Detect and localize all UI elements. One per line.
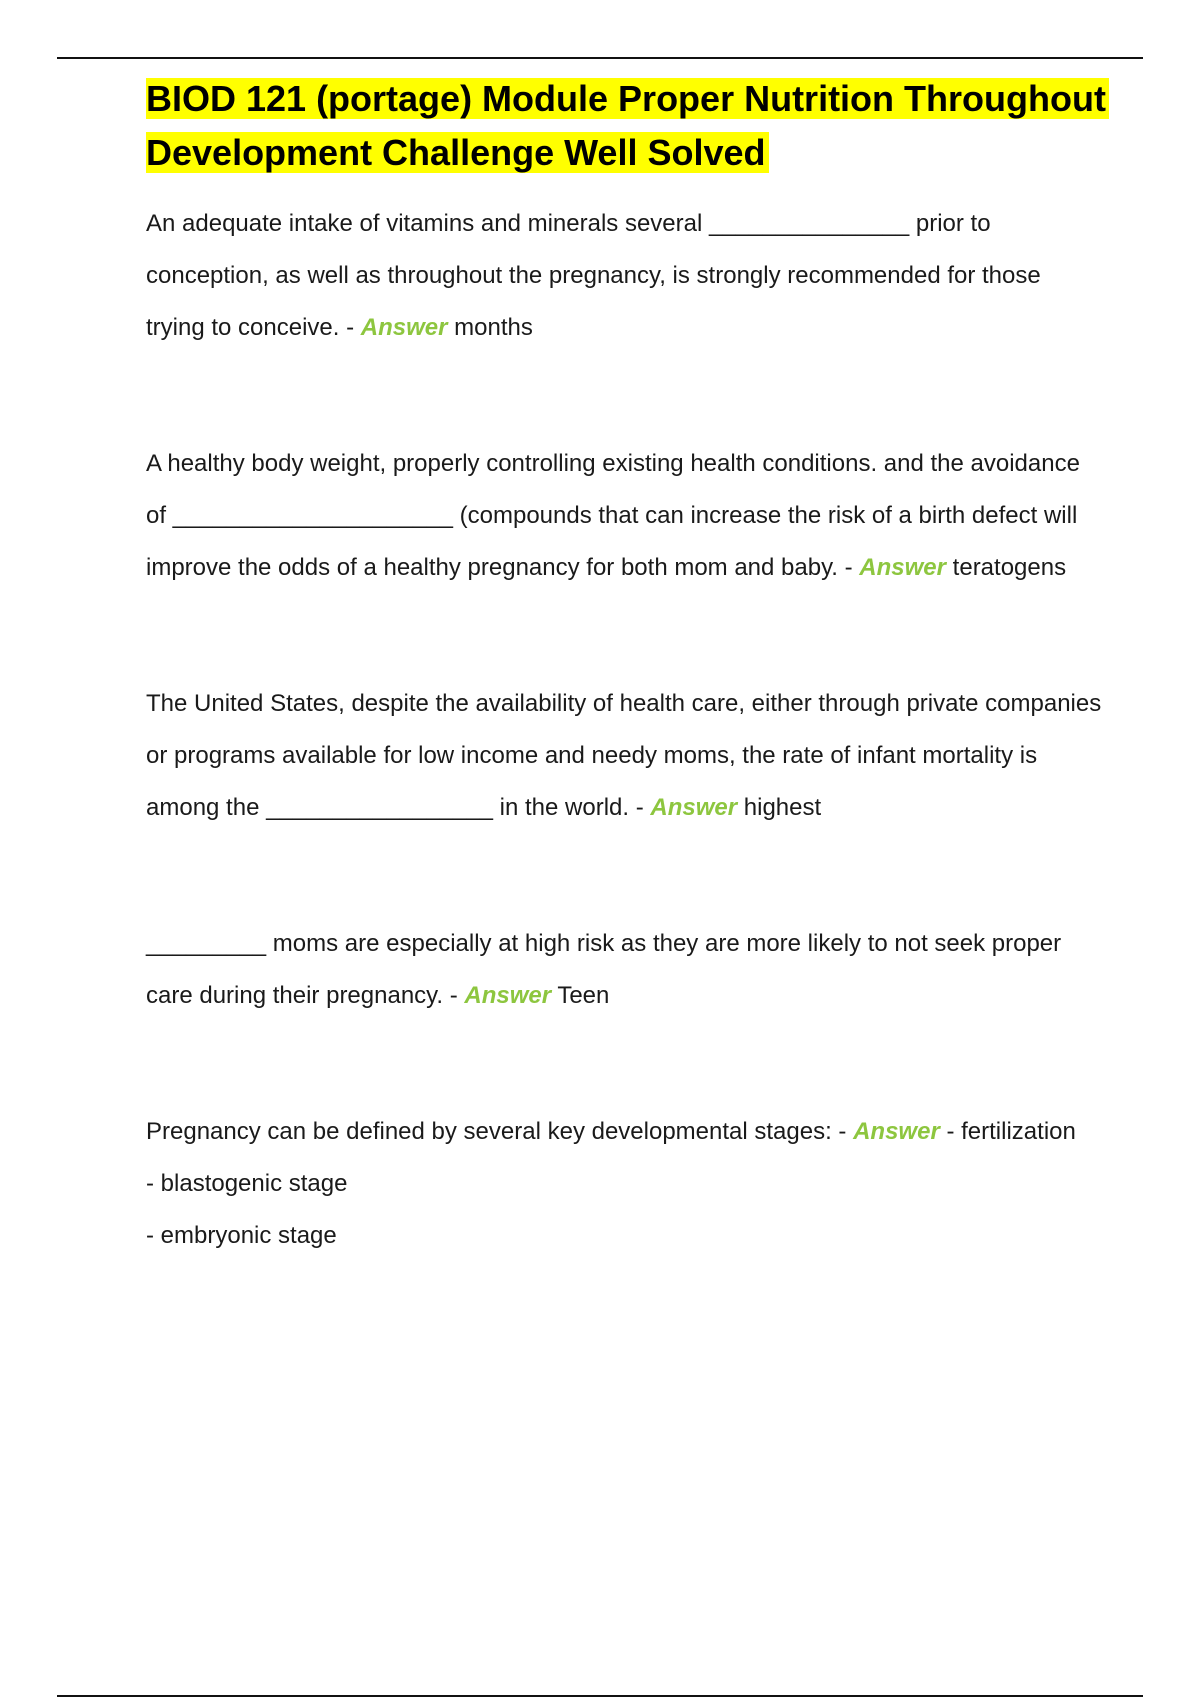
bottom-rule (57, 1695, 1143, 1697)
question-prompt: The United States, despite the availability of health care, either through private companies or programs available for low income and needy moms, the rate of infant mortality is among the _________________ in the world. - (146, 690, 1102, 821)
question-text (146, 1106, 1106, 1158)
question-block (146, 1106, 1106, 1262)
question-text (146, 198, 1106, 354)
answer-label: Answer (360, 314, 448, 341)
stage-list-item: - blastogenic stage (146, 1170, 348, 1197)
question-block (146, 198, 1106, 354)
answer-text: months (454, 314, 533, 341)
question-block (146, 918, 1106, 1022)
question-text (146, 678, 1106, 834)
answer-label: Answer (650, 794, 738, 821)
answer-text: Teen (557, 982, 610, 1009)
answer-label: Answer (853, 1118, 940, 1145)
question-text (146, 438, 1106, 594)
title-highlight: BIOD 121 (portage) Module Proper Nutrition Throughout Development Challenge Well Solved (146, 78, 1109, 173)
question-prompt: _________ moms are especially at high risk as they are more likely to not seek proper care during their pregnancy. - (146, 930, 1062, 1009)
answer-text: teratogens (952, 554, 1067, 581)
answer-label: Answer (859, 554, 946, 581)
question-prompt: An adequate intake of vitamins and minerals several _______________ prior to conception, as well as throughout the pregnancy, is strongly recommended for those trying to conceive. - (146, 210, 1041, 341)
answer-text: highest (743, 794, 822, 821)
question-block (146, 678, 1106, 834)
answer-text: - fertilization (946, 1118, 1076, 1145)
question-prompt: A healthy body weight, properly controlling existing health conditions. and the avoidance of _____________________ (compounds that can increase the risk of a birth defect will improve the odds of a healthy pregnancy for both mom and baby. - (146, 450, 1080, 581)
question-text (146, 918, 1106, 1022)
question-prompt: Pregnancy can be defined by several key developmental stages: - (146, 1118, 854, 1145)
document-page (146, 72, 1106, 1262)
stage-list-item: - embryonic stage (146, 1222, 337, 1249)
top-rule (57, 57, 1143, 59)
question-block (146, 438, 1106, 594)
document-title (146, 72, 1106, 180)
answer-label: Answer (464, 982, 552, 1009)
